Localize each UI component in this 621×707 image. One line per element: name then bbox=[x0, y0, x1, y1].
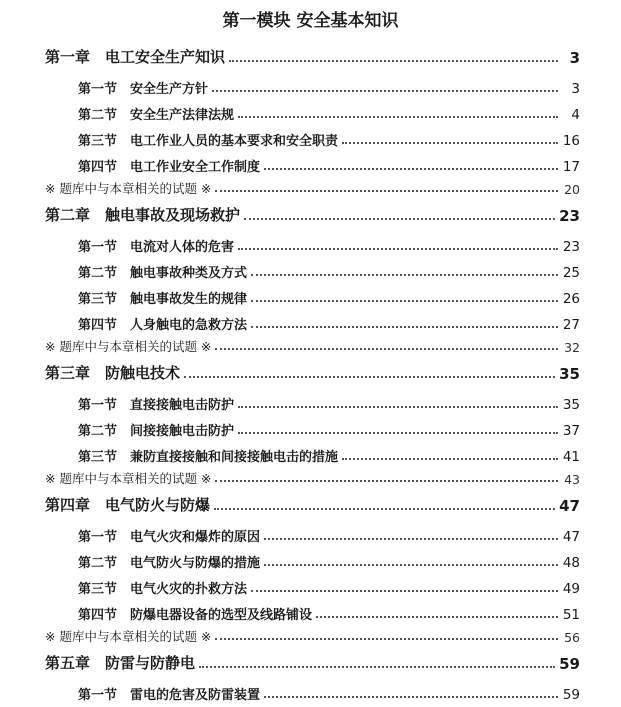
page-number: 23 bbox=[562, 239, 580, 255]
toc-note-label: ※ 题库中与本章相关的试题 ※ bbox=[45, 629, 212, 644]
toc-section-entry bbox=[78, 601, 580, 623]
toc-chapter-entry bbox=[45, 493, 580, 515]
page-number: 59 bbox=[562, 687, 580, 703]
toc-chapter-label: 第一章 电工安全生产知识 bbox=[45, 48, 226, 66]
page-number: 16 bbox=[562, 133, 580, 149]
dot-leader bbox=[215, 480, 558, 482]
toc-section-entry bbox=[78, 681, 580, 703]
toc-section-entry bbox=[78, 443, 580, 465]
toc-chapter-label: 第四章 电气防火与防爆 bbox=[45, 496, 211, 514]
dot-leader bbox=[264, 564, 558, 566]
page-number: 49 bbox=[562, 581, 580, 597]
page-number: 4 bbox=[571, 107, 580, 123]
dot-leader bbox=[215, 190, 558, 192]
dot-leader bbox=[238, 406, 558, 408]
dot-leader bbox=[251, 326, 558, 328]
dot-leader bbox=[214, 508, 555, 510]
page-number: 43 bbox=[564, 472, 580, 487]
dot-leader bbox=[244, 218, 555, 220]
toc-section-label: 第二节 触电事故种类及方式 bbox=[78, 266, 248, 281]
page-number: 25 bbox=[562, 265, 580, 281]
toc-section-label: 第二节 电气防火与防爆的措施 bbox=[78, 556, 261, 571]
toc-section-entry bbox=[78, 523, 580, 545]
page-number: 3 bbox=[571, 81, 580, 97]
page-number: 56 bbox=[564, 630, 580, 645]
toc-section-label: 第一节 雷电的危害及防雷装置 bbox=[78, 688, 261, 703]
dot-leader bbox=[212, 90, 558, 92]
toc-section-label: 第一节 电气火灾和爆炸的原因 bbox=[78, 530, 261, 545]
toc-section-entry bbox=[78, 153, 580, 175]
dot-leader bbox=[238, 116, 558, 118]
dot-leader bbox=[264, 696, 558, 698]
page-number: 35 bbox=[562, 397, 580, 413]
dot-leader bbox=[251, 300, 558, 302]
dot-leader bbox=[264, 168, 558, 170]
module-title: 第一模块 安全基本知识 bbox=[222, 11, 399, 31]
toc-note-label: ※ 题库中与本章相关的试题 ※ bbox=[45, 181, 212, 196]
toc-note-label: ※ 题库中与本章相关的试题 ※ bbox=[45, 471, 212, 486]
toc-chapter-label: 第三章 防触电技术 bbox=[45, 364, 181, 382]
toc-chapter-entry bbox=[45, 651, 580, 673]
page-number: 17 bbox=[562, 159, 580, 175]
dot-leader bbox=[342, 142, 558, 144]
dot-leader bbox=[215, 348, 558, 350]
toc-section-entry bbox=[78, 575, 580, 597]
toc-note-entry bbox=[45, 465, 580, 487]
page-number: 35 bbox=[559, 365, 580, 383]
page-number: 51 bbox=[562, 607, 580, 623]
dot-leader bbox=[264, 538, 558, 540]
toc-chapter-entry bbox=[45, 361, 580, 383]
page-number: 37 bbox=[562, 423, 580, 439]
page-number: 41 bbox=[562, 449, 580, 465]
toc-section-label: 第四节 防爆电器设备的选型及线路铺设 bbox=[78, 608, 313, 623]
toc-note-entry bbox=[45, 333, 580, 355]
dot-leader bbox=[215, 638, 558, 640]
toc-chapter-label: 第二章 触电事故及现场救护 bbox=[45, 206, 241, 224]
toc-section-entry bbox=[78, 285, 580, 307]
toc-section-label: 第一节 电流对人体的危害 bbox=[78, 240, 235, 255]
toc-section-entry bbox=[78, 233, 580, 255]
dot-leader bbox=[184, 376, 555, 378]
page-number: 48 bbox=[562, 555, 580, 571]
toc-section-label: 第一节 直接接触电击防护 bbox=[78, 398, 235, 413]
toc-note-entry bbox=[45, 175, 580, 197]
dot-leader bbox=[342, 458, 558, 460]
toc-section-label: 第二节 安全生产法律法规 bbox=[78, 108, 235, 123]
dot-leader bbox=[199, 666, 555, 668]
dot-leader bbox=[238, 248, 558, 250]
page-number: 20 bbox=[564, 182, 580, 197]
page-number: 47 bbox=[562, 529, 580, 545]
page-number: 27 bbox=[562, 317, 580, 333]
dot-leader bbox=[316, 616, 558, 618]
page-number: 26 bbox=[562, 291, 580, 307]
toc-section-entry bbox=[78, 259, 580, 281]
toc-chapter-entry bbox=[45, 45, 580, 67]
page-number: 3 bbox=[569, 49, 580, 67]
toc-section-label: 第一节 安全生产方针 bbox=[78, 82, 209, 97]
toc-section-label: 第三节 电气火灾的扑救方法 bbox=[78, 582, 248, 597]
dot-leader bbox=[229, 60, 558, 62]
toc-section-label: 第四节 电工作业安全工作制度 bbox=[78, 160, 261, 175]
toc-section-label: 第三节 电工作业人员的基本要求和安全职责 bbox=[78, 134, 339, 149]
toc-section-entry bbox=[78, 311, 580, 333]
page-number: 23 bbox=[559, 207, 580, 225]
toc-section-entry bbox=[78, 391, 580, 413]
toc-section-entry bbox=[78, 417, 580, 439]
toc-section-label: 第三节 兼防直接接触和间接接触电击的措施 bbox=[78, 450, 339, 465]
toc-section-entry bbox=[78, 101, 580, 123]
toc-chapter-label: 第五章 防雷与防静电 bbox=[45, 654, 196, 672]
dot-leader bbox=[251, 590, 558, 592]
toc-section-entry bbox=[78, 127, 580, 149]
page-number: 59 bbox=[559, 655, 580, 673]
toc-section-label: 第三节 触电事故发生的规律 bbox=[78, 292, 248, 307]
toc-section-label: 第二节 间接接触电击防护 bbox=[78, 424, 235, 439]
dot-leader bbox=[251, 274, 558, 276]
page-number: 32 bbox=[564, 340, 580, 355]
page-number: 47 bbox=[559, 497, 580, 515]
toc-section-label: 第四节 人身触电的急救方法 bbox=[78, 318, 248, 333]
dot-leader bbox=[238, 432, 558, 434]
toc-note-label: ※ 题库中与本章相关的试题 ※ bbox=[45, 339, 212, 354]
toc-note-entry bbox=[45, 623, 580, 645]
toc-section-entry bbox=[78, 75, 580, 97]
toc-chapter-entry bbox=[45, 203, 580, 225]
toc-section-entry bbox=[78, 549, 580, 571]
